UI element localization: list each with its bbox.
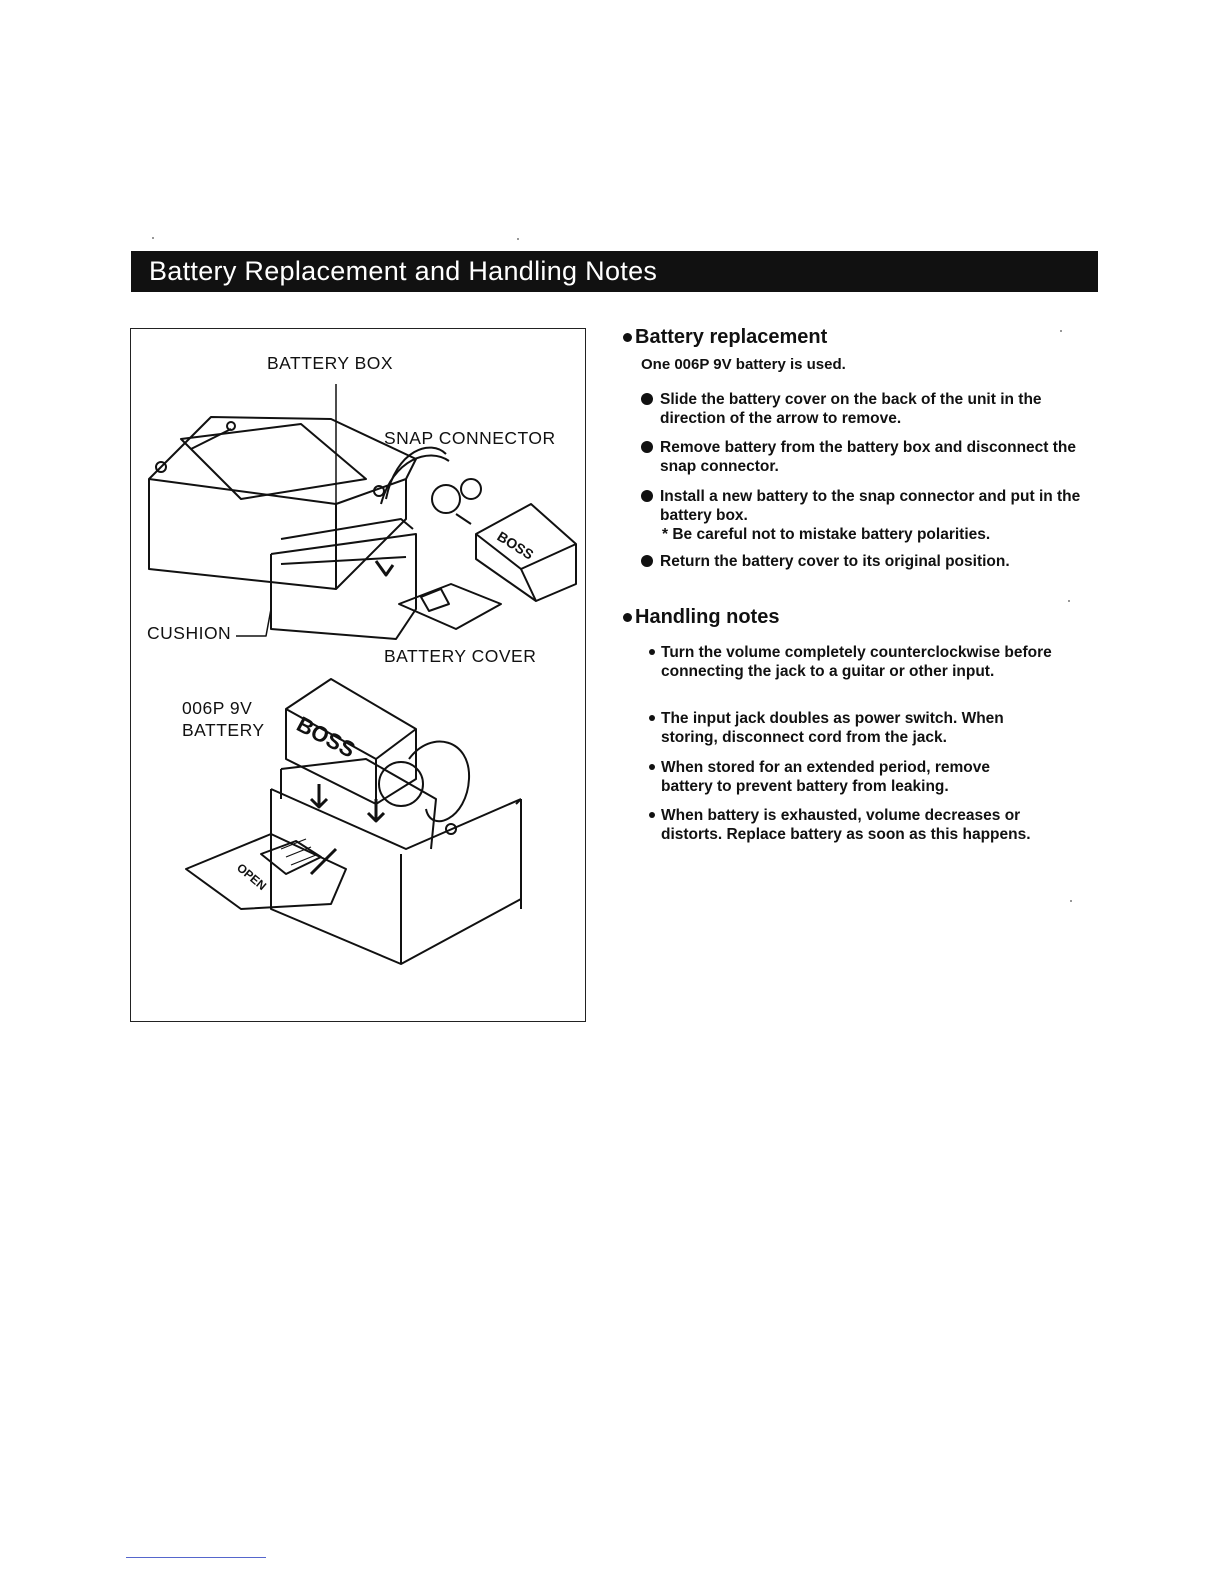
polarity-note: * Be careful not to mistake battery polarities. [662,526,991,543]
label-battery-line2: BATTERY [182,720,265,740]
upper-unit-top [149,417,416,504]
replacement-title: Battery replacement [635,326,828,348]
heading-bullet-icon [623,613,632,622]
open-cover [186,834,346,909]
scan-speck [1060,330,1062,332]
section-title: Battery Replacement and Handling Notes [149,256,658,286]
step-bullet-icon [641,393,653,405]
scan-speck [517,238,519,240]
heading-bullet-icon [623,333,632,342]
replacement-subtitle: One 006P 9V battery is used. [641,356,846,373]
battery-diagram [130,328,586,1022]
step-bullet-icon [641,555,653,567]
label-cushion: CUSHION [147,623,232,643]
handling-note-3: When stored for an extended period, remove battery to prevent battery from leaking. [661,758,1041,796]
handling-note-4: When battery is exhausted, volume decreases or distorts. Replace battery as soon as this happens. [661,806,1071,844]
label-battery-cover: BATTERY COVER [384,646,537,666]
step-bullet-icon [641,490,653,502]
note-bullet-icon [649,649,655,655]
note-bullet-icon [649,812,655,818]
step-2: Remove battery from the battery box and disconnect the snap connector. [660,438,1080,476]
note-bullet-icon [649,764,655,770]
section-header [131,251,1098,292]
step-3: Install a new battery to the snap connector and put in the battery box. * Be careful not to mistake battery polarities. [660,487,1100,544]
scan-speck [1070,900,1072,902]
replacement-heading [623,326,827,349]
battery-brand-upper: BOSS [494,527,537,563]
step-bullet-icon [641,441,653,453]
footer-rule [126,1557,266,1558]
label-battery-line1: 006P 9V [182,698,253,718]
label-battery-box: BATTERY BOX [267,353,394,373]
battery-cover-piece [399,584,501,629]
handling-note-2: The input jack doubles as power switch. When storing, disconnect cord from the jack. [661,709,1061,747]
scan-speck [1068,600,1070,602]
battery-box-outline [271,534,416,639]
step-4: Return the battery cover to its original position. [660,552,1090,571]
step-1: Slide the battery cover on the back of the unit in the direction of the arrow to remove. [660,390,1090,428]
handling-heading [623,606,779,629]
open-text: OPEN [234,860,270,894]
handling-note-1: Turn the volume completely counterclockwise before connecting the jack to a guitar or other input. [661,643,1061,681]
battery-brand-lower: BOSS [292,711,360,763]
label-snap-connector: SNAP CONNECTOR [384,428,556,448]
handling-title: Handling notes [635,606,780,628]
note-bullet-icon [649,715,655,721]
scan-speck [152,237,154,239]
